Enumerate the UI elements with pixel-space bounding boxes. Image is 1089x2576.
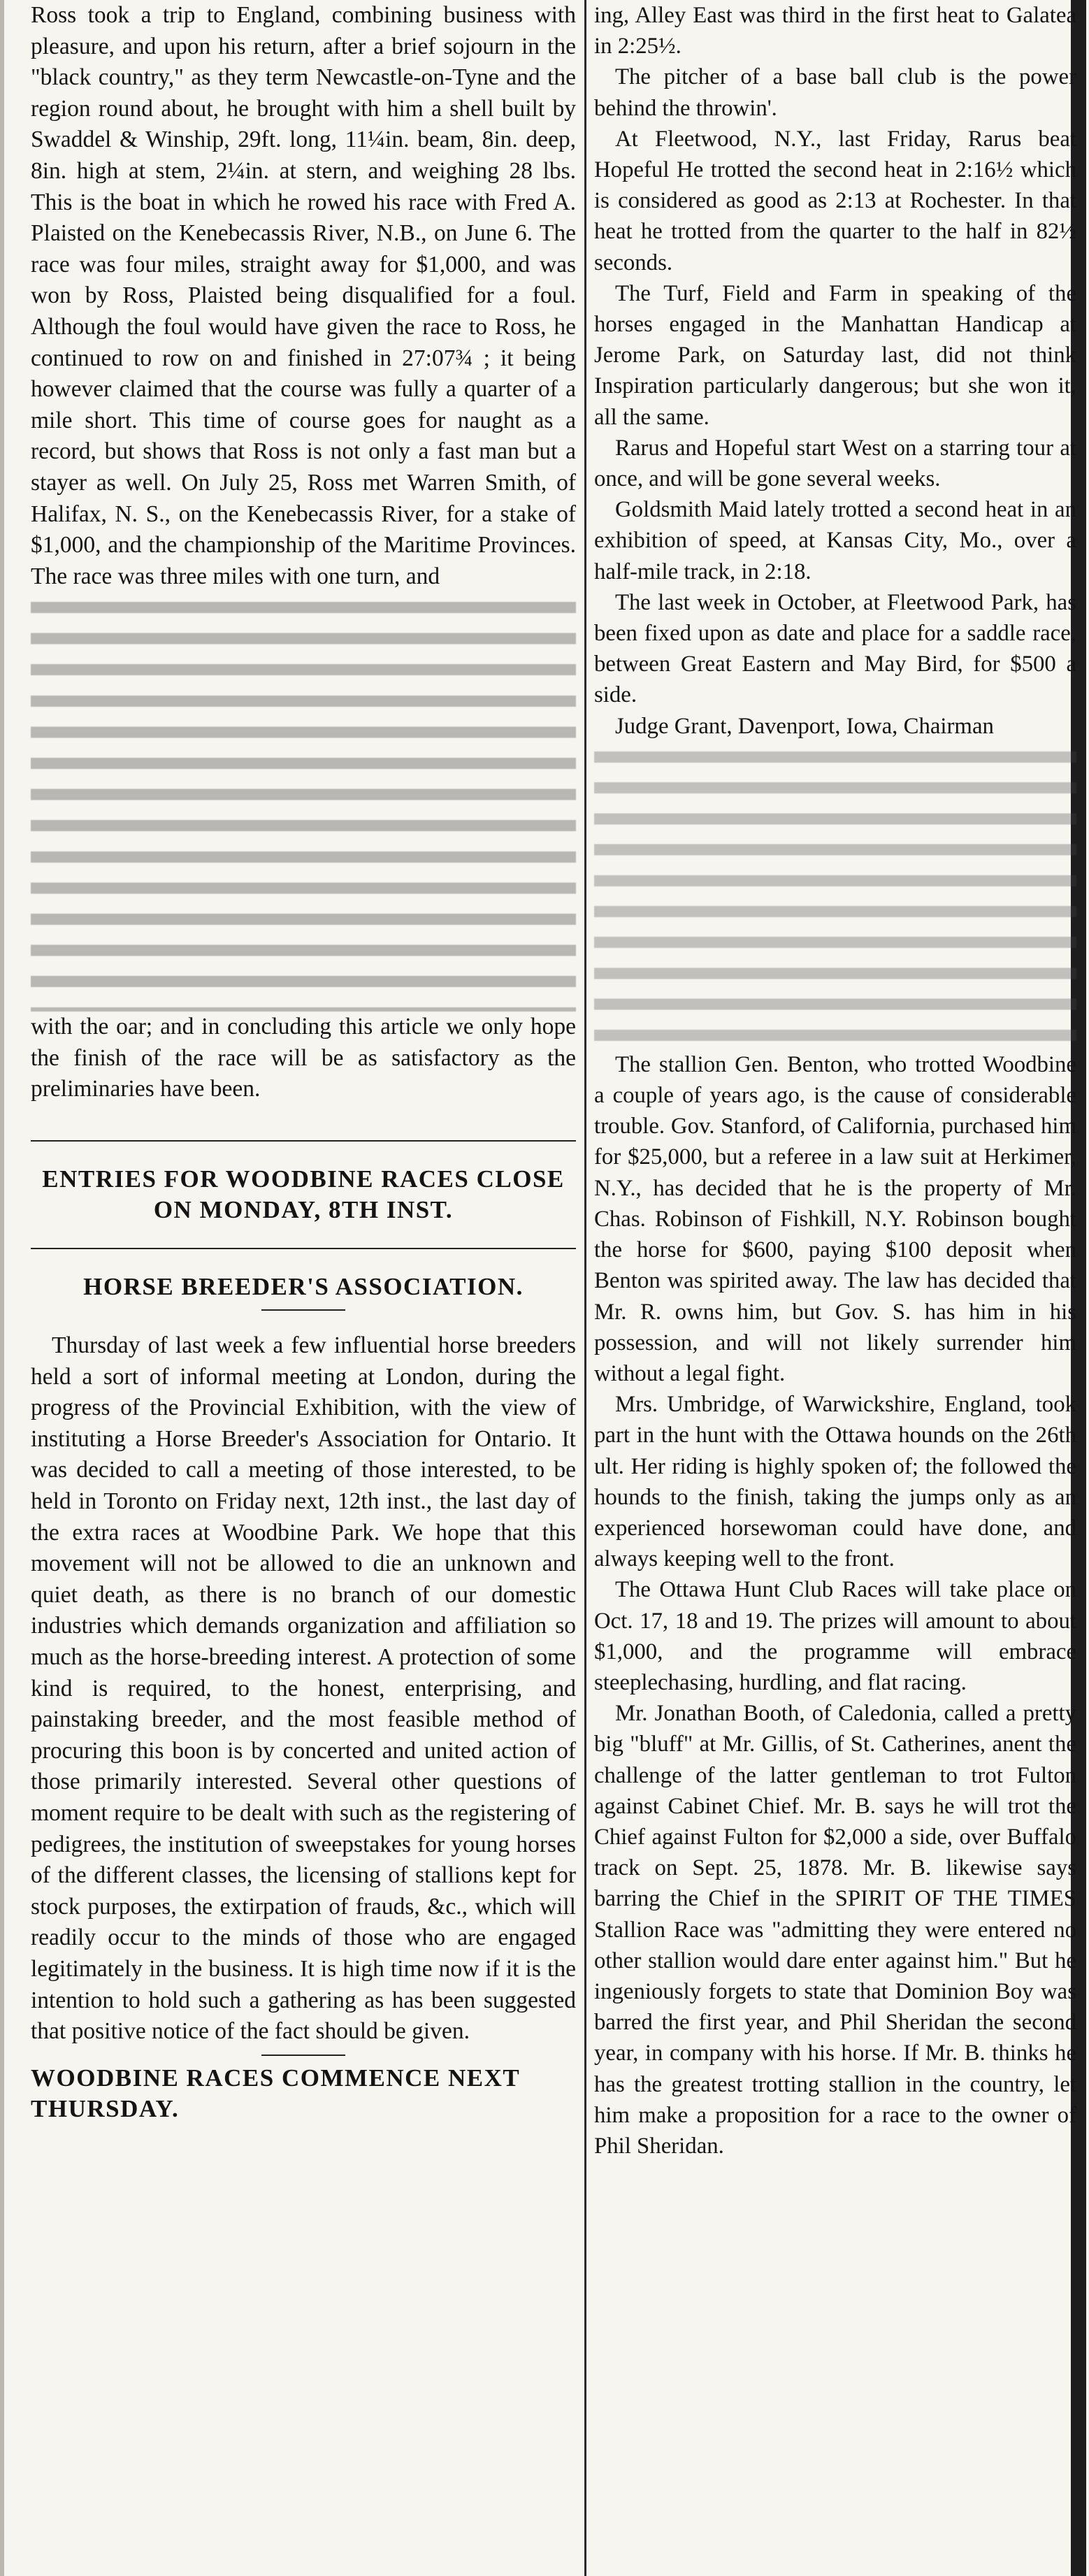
column-divider <box>584 0 586 2576</box>
news-item: At Fleetwood, N.Y., last Friday, Rarus beat Hopeful He trotted the second heat in 2:16½ which is considered as good as 2:13 at Rochester. In that heat he trotted from the quarter to the half in 82½ seconds. <box>594 126 1076 275</box>
breeders-article-body: Thursday of last week a few influential horse breeders held a sort of informal meeting at London, during the progress of the Provincial Exhibition, with the view of instituting a Horse Breeder's Association for Ontario. It was decided to call a meeting of those interested, to be held in Toronto on Friday next, 12th inst., the last day of the extra races at Woodbine Park. We hope that this movement will not be allowed to die an unknown and quiet death, as there is no branch of our domestic industries which demands organization and affiliation so much as the horse-breeding interest. A protection of some kind is required, to the honest, enterprising, and painstaking breeder, and the most feasible method of procuring this boon is by concerted and united action of those primarily interested. Several other questions of moment require to be dealt with such as the registering of pedigrees, the institution of sweepstakes for young horses of the different classes, the licensing of stallions kept for stock purposes, the extirpation of frauds, &c., which will readily occur to the minds of those who are engaged legitimately in the business. It is high time now if it is the intention to hold such a gathering as has been suggested that positive notice of the fact should be given. <box>31 1332 576 2045</box>
news-item: Mr. Jonathan Booth, of Caledonia, called a pretty big "bluff" at Mr. Gillis, of St. Catherines, anent the challenge of the latter gentleman to trot Fulton against Cabinet Chief. Mr. B. says he will trot the Chief against Fulton for $2,000 a side, over Buffalo track on Sept. 25, 1878. Mr. B. likewise says barring the Chief in the SPIRIT OF THE TIMES Stallion Race was "admitting they were entered no other stallion would dare enter against him." But he ingeniously forgets to state that Dominion Boy was barred the first year, and Phil Sheridan the second year, in company with his horse. If Mr. B. thinks he has the greatest trotting stallion in the country, let him make a proposition for a race to the owner of Phil Sheridan. <box>594 1701 1076 2159</box>
news-item: The pitcher of a base ball club is the power behind the throwin'. <box>594 64 1076 121</box>
headline-rule <box>261 1309 345 1311</box>
page-left-edge <box>0 0 4 2576</box>
news-item: The Turf, Field and Farm in speaking of the horses engaged in the Manhattan Handicap at Jerome Park, on Saturday last, did not think Inspiration particularly dangerous; but she won it, all the same. <box>594 280 1076 430</box>
news-item: Rarus and Hopeful start West on a starring tour at once, and will be gone several weeks. <box>594 435 1076 492</box>
news-item: The stallion Gen. Benton, who trotted Woodbine a couple of years ago, is the cause of considerable trouble. Gov. Stanford, of California, purchased him for $25,000, but a referee in a law suit at Herkimer, N.Y., has decided that he is the property of Mr. Chas. Robinson of Fishkill, N.Y. Robinson bought the horse for $600, paying $100 deposit when Benton was spirited away. The law has decided that Mr. R. owns him, but Gov. S. has him in his possession, and will not likely surrender him without a legal fight. <box>594 1051 1076 1386</box>
ross-article-conclusion: with the oar; and in concluding this article we only hope the finish of the race will be as satisfactory as the preliminaries have been. <box>31 1014 576 1102</box>
woodbine-headline: WOODBINE RACES COMMENCE NEXT THURSDAY. <box>31 2064 520 2122</box>
news-item: The Ottawa Hunt Club Races will take place on Oct. 17, 18 and 19. The prizes will amount to about $1,000, and the programme will embrace steeplechasing, hurdling, and flat racing. <box>594 1577 1076 1695</box>
ross-article-paragraph: Ross took a trip to England, combining business with pleasure, and upon his return, after a brief sojourn in the "black country," as they term Newcastle-on-Tyne and the region round about, he brought with him a shell built by Swaddel & Winship, 29ft. long, 11¼in. beam, 8in. deep, 8in. high at stem, 2¼in. at stern, and weighing 28 lbs. This is the boat in which he rowed his race with Fred A. Plaisted on the Kenebecassis River, N.B., on June 6. The race was four miles, straight away for $1,000, and was won by Ross, Plaisted being disqualified for a foul. Although the foul would have given the race to Ross, he continued to row on and finished in 27:07¾ ; it being however claimed that the course was fully a quarter of a mile short. This time of course goes for naught as a record, but shows that Ross is not only a fast man but a stayer as well. On July 25, Ross met Warren Smith, of Halifax, N. S., on the Kenebecassis River, for a stake of $1,000, and the championship of the Maritime Provinces. The race was three miles with one turn, and <box>31 2 576 589</box>
news-item: Goldsmith Maid lately trotted a second heat in an exhibition of speed, at Kansas City, Mo., over a half-mile track, in 2:18. <box>594 497 1076 584</box>
news-item: Judge Grant, Davenport, Iowa, Chairman <box>615 713 994 739</box>
illegible-smudged-text <box>31 592 576 1012</box>
news-item: ing, Alley East was third in the first heat to Galatea in 2:25½. <box>594 3 1076 59</box>
section-rule <box>31 1248 576 1249</box>
news-item: The last week in October, at Fleetwood Park, has been fixed upon as date and place for a saddle race, between Great Eastern and May Bird, for $500 a side. <box>594 589 1076 708</box>
right-column <box>594 0 1076 2161</box>
left-column <box>31 0 576 2124</box>
news-item: Mrs. Umbridge, of Warwickshire, England, took part in the hunt with the Ottawa hounds on the 26th ult. Her riding is highly spoken of; the followed the hounds to the finish, taking the jumps only as an experienced horsewoman could have done, and always keeping well to the front. <box>594 1392 1076 1572</box>
headline-rule <box>261 2055 345 2056</box>
breeders-headline: HORSE BREEDER'S ASSOCIATION. <box>83 1273 524 1301</box>
illegible-smudged-text <box>594 742 1076 1049</box>
entries-headline: ENTRIES FOR WOODBINE RACES CLOSE ON MONDAY, 8TH INST. <box>42 1165 565 1224</box>
section-rule <box>31 1140 576 1142</box>
